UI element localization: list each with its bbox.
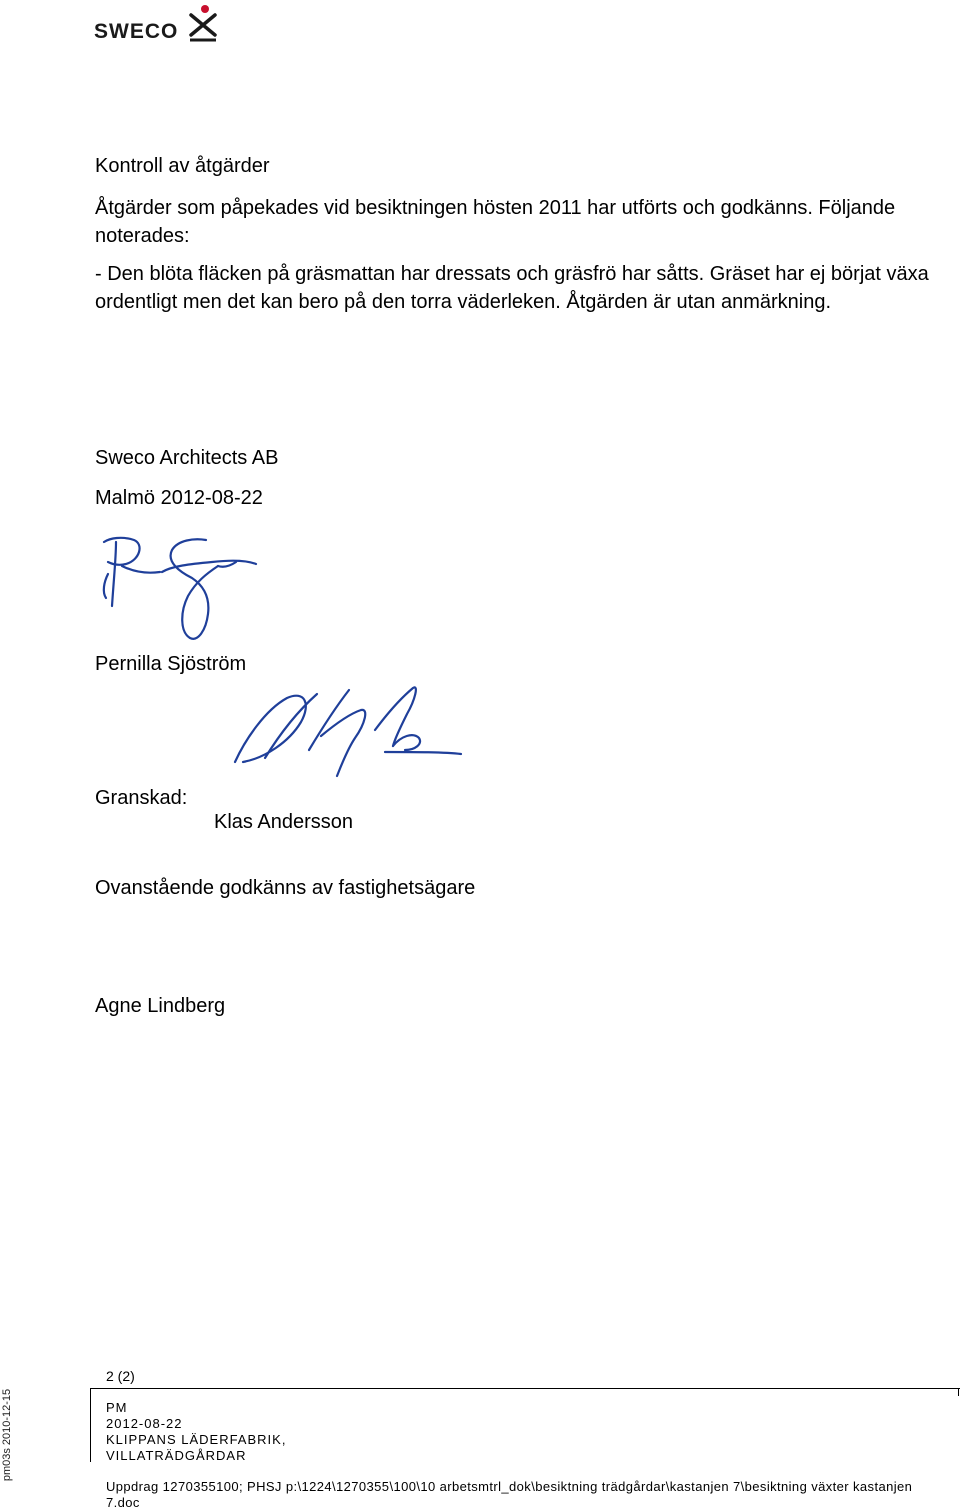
note-paragraph: - Den blöta fläcken på gräsmattan har dressats och gräsfrö har såtts. Gräset har ej börjat växa ordentligt men det kan bero på den torra väderleken. Åtgärden är utan anmärkning. [95,263,929,313]
intro-paragraph: Åtgärder som påpekades vid besiktningen hösten 2011 har utförts och godkänns. Följande noterades: [95,197,896,247]
logo-text: SWECO [94,20,179,43]
doc-type: PM [106,1400,128,1415]
reviewed-label: Granskad: [95,787,188,809]
project-line-1: KLIPPANS LÄDERFABRIK, [106,1432,287,1447]
section-title: Kontroll av åtgärder [95,155,270,177]
reviewer-name: Klas Andersson [214,811,353,833]
page-number: 2 (2) [106,1368,135,1384]
approval-text: Ovanstående godkänns av fastighetsägare [95,877,476,899]
footer-frame-tick [958,1388,959,1396]
company-name: Sweco Architects AB [95,447,279,469]
sweco-logo [94,4,218,44]
footer-frame-top [90,1388,960,1389]
template-code: pm03s 2010-12-15 [1,1388,13,1482]
file-path-line-1: Uppdrag 1270355100; PHSJ p:\1224\1270355\100\10 arbetsmtrl_dok\besiktning trädgårdar\kastanjen 7\besiktning växter kastanjen [106,1479,913,1494]
signature-pernilla [100,532,260,648]
doc-date: 2012-08-22 [106,1416,183,1431]
file-path [106,1479,956,1511]
file-path-line-2: 7.doc [106,1495,140,1510]
signature-klas [225,680,465,780]
owner-name: Agne Lindberg [95,995,226,1017]
sweco-figure-icon [186,4,218,44]
signer-name: Pernilla Sjöström [95,653,247,675]
project-line-2: VILLATRÄDGÅRDAR [106,1448,247,1463]
place-date: Malmö 2012-08-22 [95,487,263,509]
footer-frame-left [90,1388,91,1462]
